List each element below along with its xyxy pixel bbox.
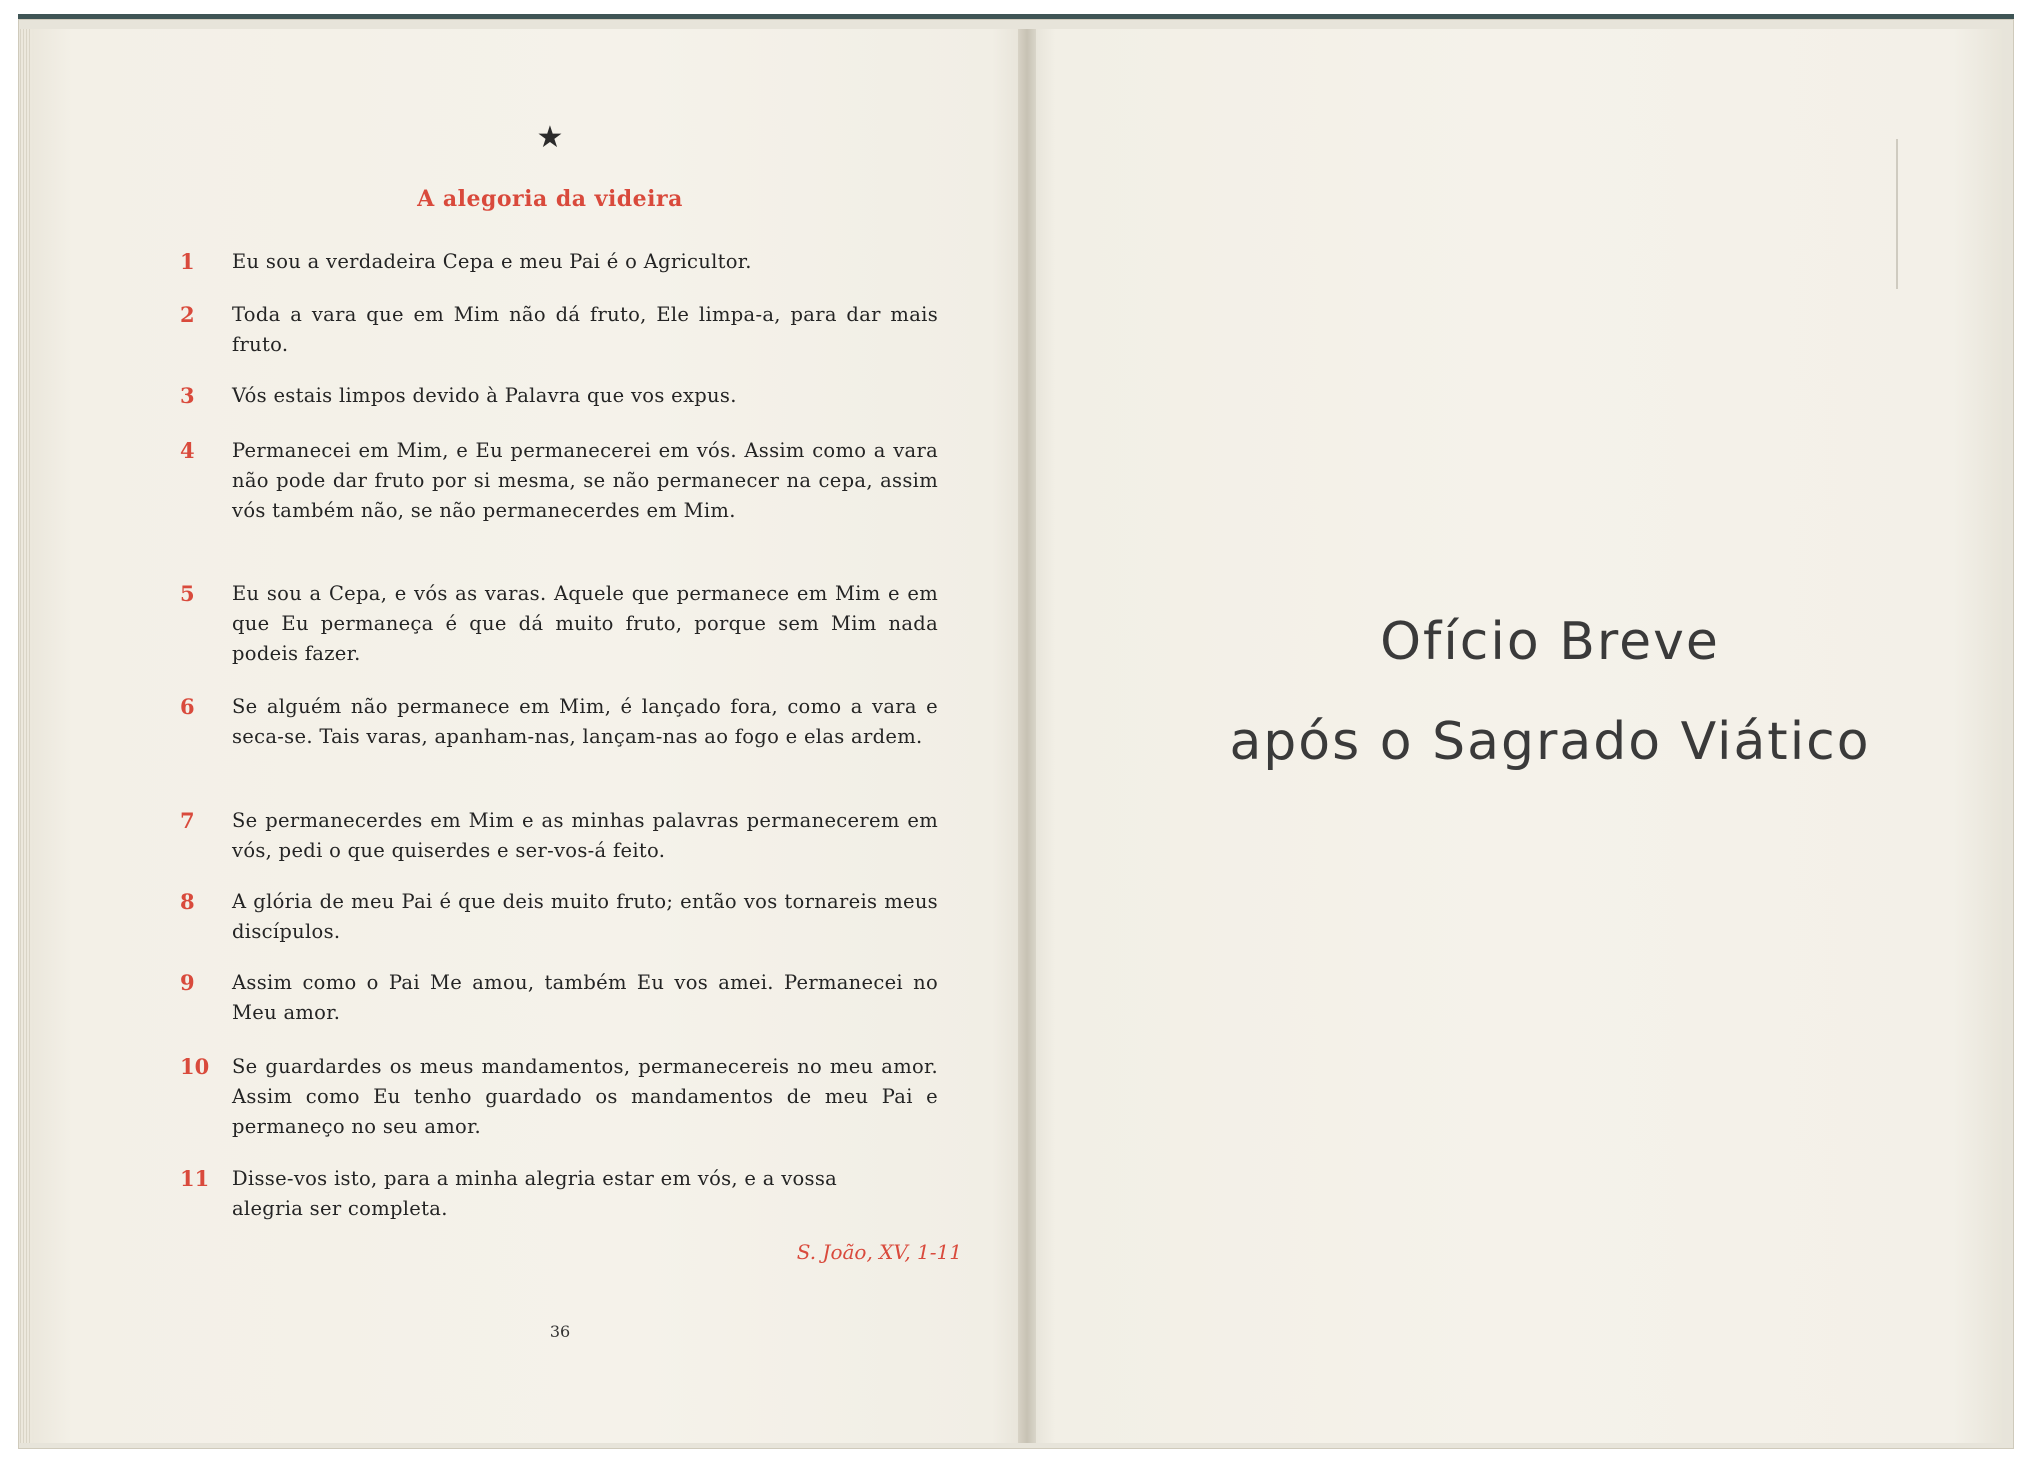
verse-text: Disse-vos isto, para a minha alegria estar em vós, e a vossa alegria ser completa. [232,1167,838,1220]
office-title-line-2: após o Sagrado Viático [1229,712,1871,772]
book-gutter [1018,29,1036,1443]
verse-number: 7 [180,808,195,833]
verse-text: Eu sou a Cepa, e vós as varas. Aquele que permanece em Mim e em que Eu permaneça é que dá muito fruto, porque sem Mim nada podeis fazer. [232,582,938,665]
verse-number: 6 [180,694,195,719]
verse-number: 4 [180,438,195,463]
scripture-citation: S. João, XV, 1-11 [796,1240,962,1264]
verse-text: Vós estais limpos devido à Palavra que vos expus. [232,384,737,407]
verse-number: 1 [180,249,195,274]
verse-text: Se guardardes os meus mandamentos, permanecereis no meu amor. Assim como Eu tenho guardado os mandamentos de meu Pai e permaneço no seu amor. [232,1055,938,1138]
star-ornament: ★ [536,120,564,155]
verse-text: A glória de meu Pai é que deis muito fruto; então vos tornareis meus discípulos. [232,890,938,943]
verse-text: Permanecei em Mim, e Eu permanecerei em vós. Assim como a vara não pode dar fruto por si mesma, se não permanecer na cepa, assim vós também não, se não permanecerdes em Mim. [232,439,938,522]
verse-text: Toda a vara que em Mim não dá fruto, Ele limpa-a, para dar mais fruto. [232,303,938,356]
verse-text: Assim como o Pai Me amou, também Eu vos amei. Permanecei no Meu amor. [232,971,938,1024]
verse-number: 9 [180,970,195,995]
section-title: A alegoria da videira [417,186,683,212]
page-number: 36 [549,1322,571,1341]
verse-number: 10 [180,1054,210,1079]
verse-number: 8 [180,889,195,914]
verse-text: Se alguém não permanece em Mim, é lançado fora, como a vara e seca-se. Tais varas, apanham-nas, lançam-nas ao fogo e elas ardem. [232,695,938,748]
verse-number: 5 [180,581,195,606]
verse-number: 3 [180,383,195,408]
verse-text: Se permanecerdes em Mim e as minhas palavras permanecerem em vós, pedi o que quiserdes e ser-vos-á feito. [232,809,938,862]
verse-text: Eu sou a verdadeira Cepa e meu Pai é o Agricultor. [232,250,752,273]
page-edges [20,29,32,1443]
verse-number: 2 [180,302,195,327]
bleed-through-frame [1896,139,1898,289]
verse-number: 11 [180,1166,210,1191]
office-title-line-1: Ofício Breve [1380,612,1720,672]
